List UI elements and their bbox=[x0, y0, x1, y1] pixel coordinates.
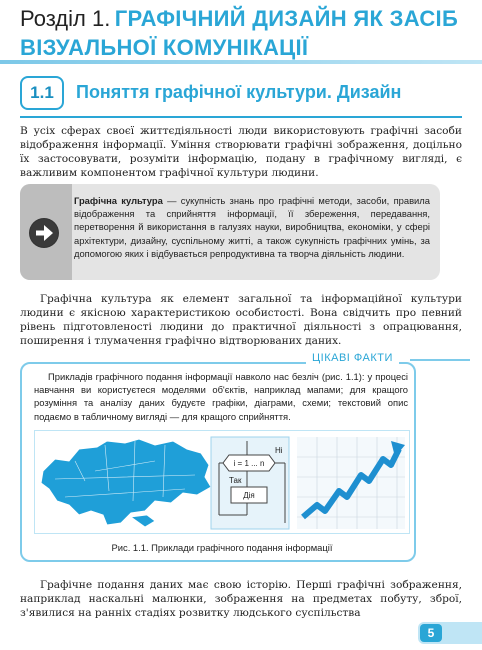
illustration bbox=[34, 430, 410, 534]
definition-box bbox=[20, 184, 440, 280]
section-title: Поняття графічної культури. Дизайн bbox=[76, 82, 402, 102]
facts-heading: ЦІКАВІ ФАКТИ bbox=[306, 352, 399, 364]
ukraine-map bbox=[41, 439, 211, 527]
section-number: 1.1 bbox=[20, 76, 64, 110]
flow-action-label: Дія bbox=[243, 491, 255, 500]
chapter-title: ГРАФІЧНИЙ ДИЗАЙН ЯК ЗАСІБ ВІЗУАЛЬНОЇ КОМУНІКАЦІЇ bbox=[20, 6, 459, 60]
definition-body: — сукупність знань про графічні методи, засоби, правила відображення та сприйняття інформації, її збереження, передавання, перетворення й використання в галузях науки, виробництва, економіки, у сфері архітектури, дизайну, суспільному житті, а також сукупність графічних умінь, за допомогою яких і відбувається репродуктивна та творча діяльність людини. bbox=[74, 195, 430, 259]
chapter-rule bbox=[0, 60, 482, 64]
facts-text bbox=[34, 370, 408, 423]
flow-loop-label: i = 1 ... n bbox=[233, 459, 265, 468]
page-number: 5 bbox=[420, 624, 442, 642]
paragraph-culture: Графічна культура як елемент загальної та інформаційної культури людини є якісною характеристикою особистості. Вона свідчить про певний рівень підготовленості людини до практичної діяльності з опрацювання, поширення і тлумачення графічно відтворюваних даних. bbox=[20, 293, 462, 347]
facts-body: Прикладів графічного подання інформації навколо нас безліч (рис. 1.1): у процесі навчання ви користуєтеся моделями об'єктів, наприклад мапами; для кращого розуміння та аналізу даних будуєте графіки, діаграми, схеми; текстовий опис подаємо в табличному вигляді — для кращого сприйняття. bbox=[34, 371, 408, 422]
growth-chart bbox=[297, 437, 405, 529]
paragraph-history: Графічне подання даних має свою історію. Перші графічні зображення, наприклад наскальні малюнки, зображення на предметах побуту, зброї, з'явилися на ранніх стадіях розвитку людського суспільства bbox=[20, 579, 462, 619]
figure-caption: Рис. 1.1. Приклади графічного подання інформації bbox=[111, 542, 333, 553]
definition-text bbox=[74, 194, 430, 260]
illustration-graphics bbox=[35, 431, 411, 535]
section-rule bbox=[20, 116, 462, 118]
flow-no-label: Ні bbox=[275, 446, 283, 455]
flowchart bbox=[211, 437, 289, 529]
facts-line bbox=[410, 359, 470, 361]
arrow-right-circle-icon bbox=[29, 218, 59, 248]
definition-term: Графічна культура bbox=[74, 195, 163, 206]
chapter-heading bbox=[20, 6, 460, 64]
definition-strip bbox=[20, 184, 72, 280]
flow-yes-label: Так bbox=[229, 476, 242, 485]
chapter-prefix: Розділ 1. bbox=[20, 6, 111, 31]
paragraph-intro: В усіх сферах своєї життєдіяльності люди використовують графічні засоби відображення інформації. Уміння створювати графічні зображення, доцільно їх застосовувати, розуміти інформацію, подану в графічному вигляді, є важливим компонентом графічної культури людини. bbox=[20, 125, 462, 179]
